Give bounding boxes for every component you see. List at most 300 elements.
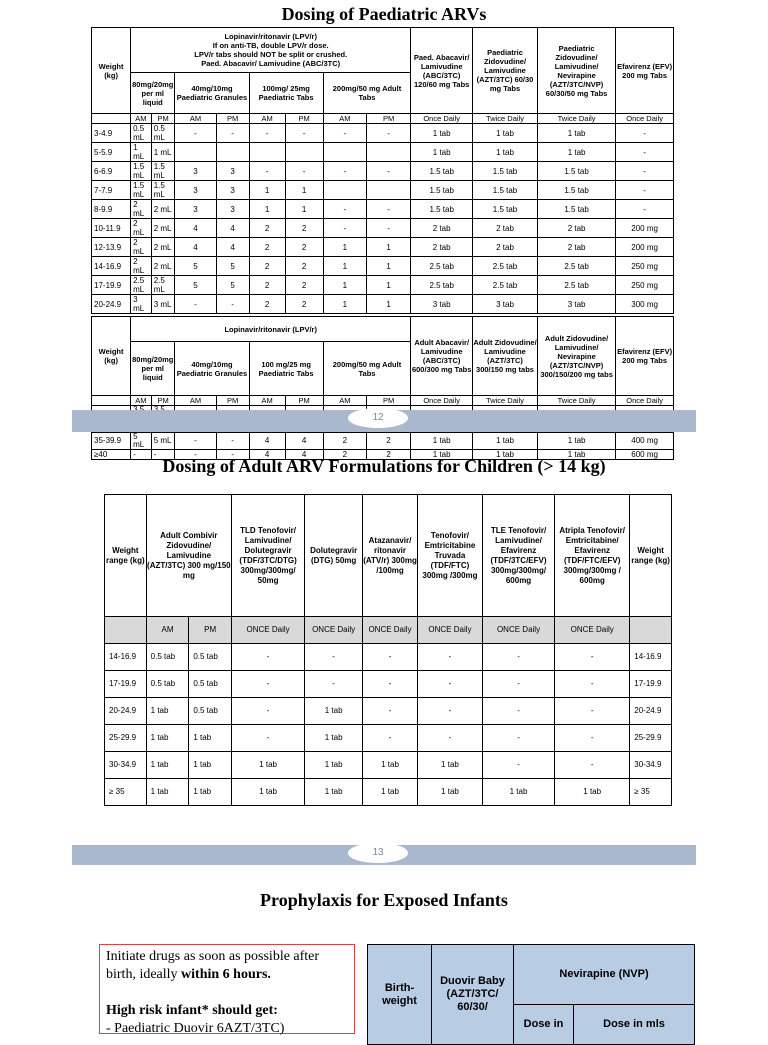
table-row (92, 143, 674, 162)
frequency-label: Twice Daily (473, 396, 538, 406)
subheader-row (92, 114, 674, 124)
dose-cell: 400 mg (616, 433, 674, 450)
nvp-header: Paediatric Zidovudine/ Lamivudine/ Nevirapine (AZT/3TC/NVP) 60/30/50 mg Tabs (537, 28, 615, 114)
dose-cell: - (616, 162, 674, 181)
empty-cell (92, 114, 131, 124)
dose-cell: 1.5 mL (151, 162, 175, 181)
dose-cell: 2.5 tab (473, 257, 538, 276)
dose-cell: 1.5 mL (131, 162, 152, 181)
dose-cell: - (232, 671, 305, 698)
dose-cell: 1 mL (151, 143, 175, 162)
dose-cell: - (482, 698, 554, 725)
dose-cell: 1 mL (131, 143, 152, 162)
dose-cell (216, 143, 249, 162)
table-row (105, 725, 672, 752)
dose-cell: - (555, 644, 630, 671)
dose-cell: 4 (216, 219, 249, 238)
paediatric-arv-dosing-table (91, 27, 674, 460)
dose-cell: 3 mL (131, 295, 152, 314)
dose-cell (366, 143, 410, 162)
dose-cell: 2 (249, 238, 285, 257)
dose-cell: 2 mL (131, 200, 152, 219)
dose-cell (323, 143, 366, 162)
lpv-header-line: LPV/r tabs should NOT be split or crushed. (194, 50, 348, 59)
lpv-header-line: Paed. Abacavir/ Lamivudine (ABC/3TC) (201, 59, 341, 68)
header-row (92, 317, 674, 342)
dose-cell: - (363, 725, 418, 752)
dose-cell: 5 (216, 276, 249, 295)
table-row (92, 219, 674, 238)
column-header: Weight range (kg) (630, 495, 672, 617)
dose-cell: 2 mL (131, 257, 152, 276)
dose-cell: 4 (175, 219, 216, 238)
dose-cell: - (323, 124, 366, 143)
am-label: AM (323, 396, 366, 406)
am-label: AM (249, 114, 285, 124)
azt-header: Adult Zidovudine/ Lamivudine (AZT/3TC) 300/150 mg tabs (473, 317, 538, 396)
dose-cell: - (363, 671, 418, 698)
dose-cell: - (555, 752, 630, 779)
dose-cell: 3 (216, 162, 249, 181)
frequency-label: Twice Daily (537, 396, 615, 406)
dose-cell: 3 mL (151, 295, 175, 314)
table-row (92, 257, 674, 276)
dose-cell: 1.5 tab (473, 162, 538, 181)
dose-cell: 0.5 tab (146, 671, 189, 698)
dose-cell: 2 tab (411, 219, 473, 238)
dose-cell: - (616, 200, 674, 219)
weight-cell: 25-29.9 (105, 725, 147, 752)
am-label: AM (323, 114, 366, 124)
weight-cell: 10-11.9 (92, 219, 131, 238)
column-header: Atazanavir/ ritonavir (ATV/r) 300mg /100mg (363, 495, 418, 617)
adult-arv-formulations-table (104, 494, 672, 806)
dose-cell: 4 (285, 433, 323, 450)
dose-cell: 1 tab (411, 450, 473, 460)
dose-cell: 1 tab (555, 779, 630, 806)
frequency-label: Once Daily (411, 396, 473, 406)
dose-cell: 2 (249, 276, 285, 295)
dose-cell: 1.5 tab (411, 181, 473, 200)
dose-cell: 3 tab (473, 295, 538, 314)
dose-cell: - (305, 644, 363, 671)
dose-cell: 200 mg (616, 219, 674, 238)
am-label: AM (249, 396, 285, 406)
dose-cell: 2 mL (131, 219, 152, 238)
dose-cell: - (323, 219, 366, 238)
dose-cell (249, 143, 285, 162)
page-title-paediatric-arvs: Dosing of Paediatric ARVs (281, 4, 487, 24)
frequency-label: Twice Daily (537, 114, 615, 124)
dose-cell: 1 tab (473, 143, 538, 162)
table-row (92, 238, 674, 257)
efv-header: Efavirenz (EFV) 200 mg Tabs (616, 28, 674, 114)
dose-cell (175, 143, 216, 162)
dose-cell: 4 (175, 238, 216, 257)
dose-cell: 300 mg (616, 295, 674, 314)
dose-cell: - (417, 698, 482, 725)
dose-cell: 4 (285, 450, 323, 460)
dose-cell: 5 mL (131, 433, 152, 450)
weight-cell: 6-6.9 (92, 162, 131, 181)
dose-cell: 2 (249, 219, 285, 238)
weight-cell: ≥ 35 (630, 779, 672, 806)
dose-cell: 2.5 tab (473, 276, 538, 295)
dose-cell: - (249, 162, 285, 181)
dose-cell: - (616, 181, 674, 200)
dose-cell: - (366, 200, 410, 219)
table-row (92, 295, 674, 314)
frequency-label: ONCE Daily (555, 617, 630, 644)
weight-cell: 3-4.9 (92, 124, 131, 143)
dose-cell: 1 tab (305, 725, 363, 752)
dose-cell: 0.5 mL (151, 124, 175, 143)
dose-cell: - (363, 698, 418, 725)
dose-cell: - (232, 644, 305, 671)
dose-mls-header: Dose in mls (574, 1005, 695, 1045)
dose-cell: 0.5 tab (189, 644, 232, 671)
dose-cell: 2 tab (473, 219, 538, 238)
lpv-header (131, 28, 411, 73)
dose-cell (323, 181, 366, 200)
nevirapine-header: Nevirapine (NVP) (514, 945, 695, 1005)
dose-cell: 3 tab (411, 295, 473, 314)
dose-cell: - (175, 124, 216, 143)
dose-cell: 2 mL (151, 257, 175, 276)
lpv-header-line: If on anti-TB, double LPV/r dose. (212, 41, 329, 50)
dose-cell: 200 mg (616, 238, 674, 257)
dose-cell: 1 tab (537, 450, 615, 460)
dose-cell: 2 mL (151, 219, 175, 238)
dose-cell: 250 mg (616, 257, 674, 276)
dose-cell: - (363, 644, 418, 671)
frequency-label: Twice Daily (473, 114, 538, 124)
dose-cell: 3 (175, 181, 216, 200)
dose-cell: 1.5 tab (537, 200, 615, 219)
dose-cell: 1 tab (482, 779, 554, 806)
weight-cell: 20-24.9 (105, 698, 147, 725)
frequency-label: AM (146, 617, 189, 644)
dose-cell: 3 tab (537, 295, 615, 314)
weight-cell: 14-16.9 (92, 257, 131, 276)
weight-cell: ≥40 (92, 450, 131, 460)
header-row (92, 28, 674, 73)
dose-cell: 1 tab (537, 143, 615, 162)
frequency-label: ONCE Daily (363, 617, 418, 644)
dose-cell: - (323, 162, 366, 181)
dose-cell: 1 tab (232, 752, 305, 779)
dose-cell: 1 tab (537, 433, 615, 450)
weight-cell: 8-9.9 (92, 200, 131, 219)
dose-cell: 2 tab (411, 238, 473, 257)
table-row (92, 200, 674, 219)
dose-cell: 4 (249, 450, 285, 460)
dose-cell: 2 (249, 257, 285, 276)
dose-cell: 2 mL (151, 238, 175, 257)
dose-cell: 3 (216, 181, 249, 200)
dose-cell: 2.5 mL (131, 276, 152, 295)
dose-cell: - (232, 698, 305, 725)
table-row (105, 779, 672, 806)
weight-cell: 17-19.9 (92, 276, 131, 295)
prophylaxis-note-box (99, 944, 355, 1034)
dose-cell: 1 (323, 276, 366, 295)
duovir-header: Duovir Baby (AZT/3TC/ 60/30/ (432, 945, 514, 1045)
dose-cell: 3 (216, 200, 249, 219)
subheader-row (92, 396, 674, 406)
dose-cell: 4 (216, 238, 249, 257)
frequency-label: ONCE Daily (232, 617, 305, 644)
dose-cell: 1 (366, 238, 410, 257)
dose-cell (366, 181, 410, 200)
dose-cell: - (216, 124, 249, 143)
note-drug: - Paediatric Duovir 6AZT/3TC) (106, 1021, 285, 1036)
dose-cell: 2 tab (473, 238, 538, 257)
column-header: TLD Tenofovir/ Lamivudine/ Dolutegravir (TDF/3TC/DTG) 300mg/300mg/ 50mg (232, 495, 305, 617)
weight-cell: 35-39.9 (92, 433, 131, 450)
weight-cell: 25-29.9 (630, 725, 672, 752)
dose-cell: 2 (285, 295, 323, 314)
dose-cell: 2.5 mL (151, 276, 175, 295)
dose-cell: 1 tab (411, 124, 473, 143)
dose-cell: 0.5 tab (146, 644, 189, 671)
dose-cell: - (555, 725, 630, 752)
am-label: AM (131, 396, 152, 406)
dose-cell: - (285, 162, 323, 181)
dose-cell: 1 tab (417, 779, 482, 806)
dose-cell: 5 (175, 257, 216, 276)
dose-cell: 1 tab (146, 752, 189, 779)
frequency-label (105, 617, 147, 644)
dose-cell: 5 (216, 257, 249, 276)
dose-cell: 0.5 tab (189, 671, 232, 698)
dose-cell: 5 mL (151, 433, 175, 450)
dose-cell: 1 tab (305, 752, 363, 779)
dose-cell: 1 tab (305, 779, 363, 806)
dose-cell: - (323, 200, 366, 219)
dose-cell: - (175, 450, 216, 460)
dose-cell: - (366, 124, 410, 143)
dose-cell: 1 (285, 181, 323, 200)
dose-cell: 1 (366, 295, 410, 314)
dose-cell: - (232, 725, 305, 752)
frequency-label: Once Daily (411, 114, 473, 124)
table-row (92, 162, 674, 181)
dose-cell: - (482, 725, 554, 752)
dose-cell: 1 tab (189, 779, 232, 806)
table-row (105, 644, 672, 671)
note-high-risk: High risk infant* should get: (106, 1003, 278, 1018)
lpv-header: Lopinavir/ritonavir (LPV/r) (131, 317, 411, 342)
dose-cell: 2 (285, 238, 323, 257)
dose-cell: - (555, 698, 630, 725)
dose-cell: 2 (366, 450, 410, 460)
dose-cell: - (555, 671, 630, 698)
page-title-adult-formulations: Dosing of Adult ARV Formulations for Children (> 14 kg) (162, 456, 606, 476)
dose-cell: 1 tab (363, 752, 418, 779)
dose-cell: 1 (323, 257, 366, 276)
dose-cell: 1 tab (232, 779, 305, 806)
dose-cell: 2.5 tab (411, 276, 473, 295)
dose-cell: 2 (366, 433, 410, 450)
dose-cell: 1.5 mL (151, 181, 175, 200)
dose-cell: - (305, 671, 363, 698)
liquid-header: 80mg/20mg per ml liquid (131, 73, 175, 114)
table-row (105, 671, 672, 698)
dose-cell: - (616, 143, 674, 162)
paed-tabs-header: 100mg/ 25mg Paediatric Tabs (249, 73, 323, 114)
column-header: Atripla Tenofovir/ Emtricitabine/ Efavirenz (TDF/FTC/EFV) 300mg/300mg / 600mg (555, 495, 630, 617)
table-row (92, 276, 674, 295)
weight-cell: 5-5.9 (92, 143, 131, 162)
frequency-label (630, 617, 672, 644)
pm-label: PM (285, 114, 323, 124)
dose-cell: - (131, 450, 152, 460)
pm-label: PM (366, 396, 410, 406)
dose-cell: 1 tab (537, 124, 615, 143)
dose-cell: 2 (285, 276, 323, 295)
pm-label: PM (285, 396, 323, 406)
am-label: AM (175, 114, 216, 124)
dose-cell: 1.5 tab (473, 181, 538, 200)
dose-cell: - (216, 433, 249, 450)
dose-cell: - (482, 644, 554, 671)
dose-cell: - (417, 644, 482, 671)
table-row (105, 752, 672, 779)
table-row (105, 698, 672, 725)
weight-cell: 17-19.9 (630, 671, 672, 698)
dose-cell: 4 (249, 433, 285, 450)
dose-cell (285, 143, 323, 162)
dose-cell: 0.5 tab (189, 698, 232, 725)
dose-cell: 2 (323, 433, 366, 450)
dose-cell: - (417, 671, 482, 698)
table-row (92, 433, 674, 450)
dose-cell: - (366, 162, 410, 181)
dose-cell: - (216, 295, 249, 314)
weight-cell: 14-16.9 (630, 644, 672, 671)
dose-cell: 1.5 tab (411, 200, 473, 219)
dose-cell: 2 (285, 257, 323, 276)
dose-cell: - (417, 725, 482, 752)
weight-cell: 12-13.9 (92, 238, 131, 257)
weight-header: Weight (kg) (92, 28, 131, 114)
weight-cell: 30-34.9 (105, 752, 147, 779)
frequency-label: PM (189, 617, 232, 644)
dose-cell: 2.5 tab (411, 257, 473, 276)
dose-cell: 1 tab (411, 143, 473, 162)
page-number: 12 (348, 408, 408, 428)
dose-cell: - (285, 124, 323, 143)
dose-cell: 1 (285, 200, 323, 219)
birth-weight-header: Birth-weight (368, 945, 432, 1045)
frequency-label: Once Daily (616, 396, 674, 406)
note-emphasis: within 6 hours. (181, 967, 271, 982)
dose-cell: 1 tab (473, 124, 538, 143)
nvp-header: Adult Zidovudine/ Lamivudine/ Nevirapine (AZT/3TC/NVP) 300/150/200 mg tabs (537, 317, 615, 396)
dose-cell: - (616, 124, 674, 143)
granules-header: 40mg/10mg Paediatric Granules (175, 342, 249, 396)
dose-cell: 2 (249, 295, 285, 314)
dose-cell: 1.5 tab (473, 200, 538, 219)
weight-cell: 14-16.9 (105, 644, 147, 671)
lpv-header-line: Lopinavir/ritonavir (LPV/r) (224, 32, 317, 41)
granules-header: 40mg/10mg Paediatric Granules (175, 73, 249, 114)
dose-cell: 1 tab (146, 698, 189, 725)
dose-cell: 2 mL (151, 200, 175, 219)
dose-cell: 2 tab (537, 219, 615, 238)
weight-header: Weight (kg) (92, 317, 131, 396)
dose-cell: 2.5 tab (537, 276, 615, 295)
table-row (92, 124, 674, 143)
column-header: Weight range (kg) (105, 495, 147, 617)
dose-cell: - (175, 295, 216, 314)
dose-cell: 250 mg (616, 276, 674, 295)
dose-cell: - (482, 752, 554, 779)
dose-cell: 3 (175, 200, 216, 219)
paed-tabs-header: 100 mg/25 mg Paediatric Tabs (249, 342, 323, 396)
frequency-label: ONCE Daily (305, 617, 363, 644)
am-label: AM (175, 396, 216, 406)
dose-cell: - (482, 671, 554, 698)
dose-cell: 1 tab (473, 433, 538, 450)
pm-label: PM (366, 114, 410, 124)
column-header: Tenofovir/ Emtricitabine Truvada (TDF/FTC) 300mg /300mg (417, 495, 482, 617)
page-title-prophylaxis: Prophylaxis for Exposed Infants (260, 890, 508, 910)
frequency-label: ONCE Daily (417, 617, 482, 644)
dose-cell: 3 (175, 162, 216, 181)
dose-cell: 1.5 tab (411, 162, 473, 181)
dose-cell: 1.5 mL (131, 181, 152, 200)
dose-cell: - (366, 219, 410, 238)
pm-label: PM (216, 114, 249, 124)
dose-cell: - (216, 450, 249, 460)
column-header: TLE Tenofovir/ Lamivudine/ Efavirenz (TDF/3TC/EFV) 300mg/300mg/ 600mg (482, 495, 554, 617)
weight-cell: 30-34.9 (630, 752, 672, 779)
dose-cell: - (151, 450, 175, 460)
abc-header: Paed. Abacavir/ Lamivudine (ABC/3TC) 120/60 mg Tabs (411, 28, 473, 114)
dose-cell: 1 tab (146, 779, 189, 806)
dose-cell: 1 tab (146, 725, 189, 752)
dose-cell: 2.5 tab (537, 257, 615, 276)
abc-header: Adult Abacavir/ Lamivudine (ABC/3TC) 600/300 mg Tabs (411, 317, 473, 396)
dose-cell: 1.5 tab (537, 181, 615, 200)
dose-cell: 1 (323, 238, 366, 257)
frequency-label: Once Daily (616, 114, 674, 124)
dose-cell: 1 tab (417, 752, 482, 779)
dose-cell: 1 (249, 200, 285, 219)
adult-tabs-header: 200mg/50 mg Adult Tabs (323, 73, 411, 114)
dose-cell: 1 tab (363, 779, 418, 806)
column-header: Dolutegravir (DTG) 50mg (305, 495, 363, 617)
dose-cell: - (249, 124, 285, 143)
header-row (105, 495, 672, 617)
weight-cell: 7-7.9 (92, 181, 131, 200)
pm-label: PM (151, 114, 175, 124)
dose-cell: 1 tab (189, 752, 232, 779)
dose-cell: 1 tab (189, 725, 232, 752)
dose-cell: 1 tab (411, 433, 473, 450)
dose-cell: - (175, 433, 216, 450)
am-label: AM (131, 114, 152, 124)
dose-cell: 2 (285, 219, 323, 238)
page-number: 13 (348, 843, 408, 863)
dose-cell: 2 tab (537, 238, 615, 257)
dose-cell: 5 (175, 276, 216, 295)
dose-cell: 1 (249, 181, 285, 200)
column-header: Adult Combivir Zidovudine/ Lamivudine (AZT/3TC) 300 mg/150 mg (146, 495, 231, 617)
dose-in-header: Dose in (514, 1005, 574, 1045)
